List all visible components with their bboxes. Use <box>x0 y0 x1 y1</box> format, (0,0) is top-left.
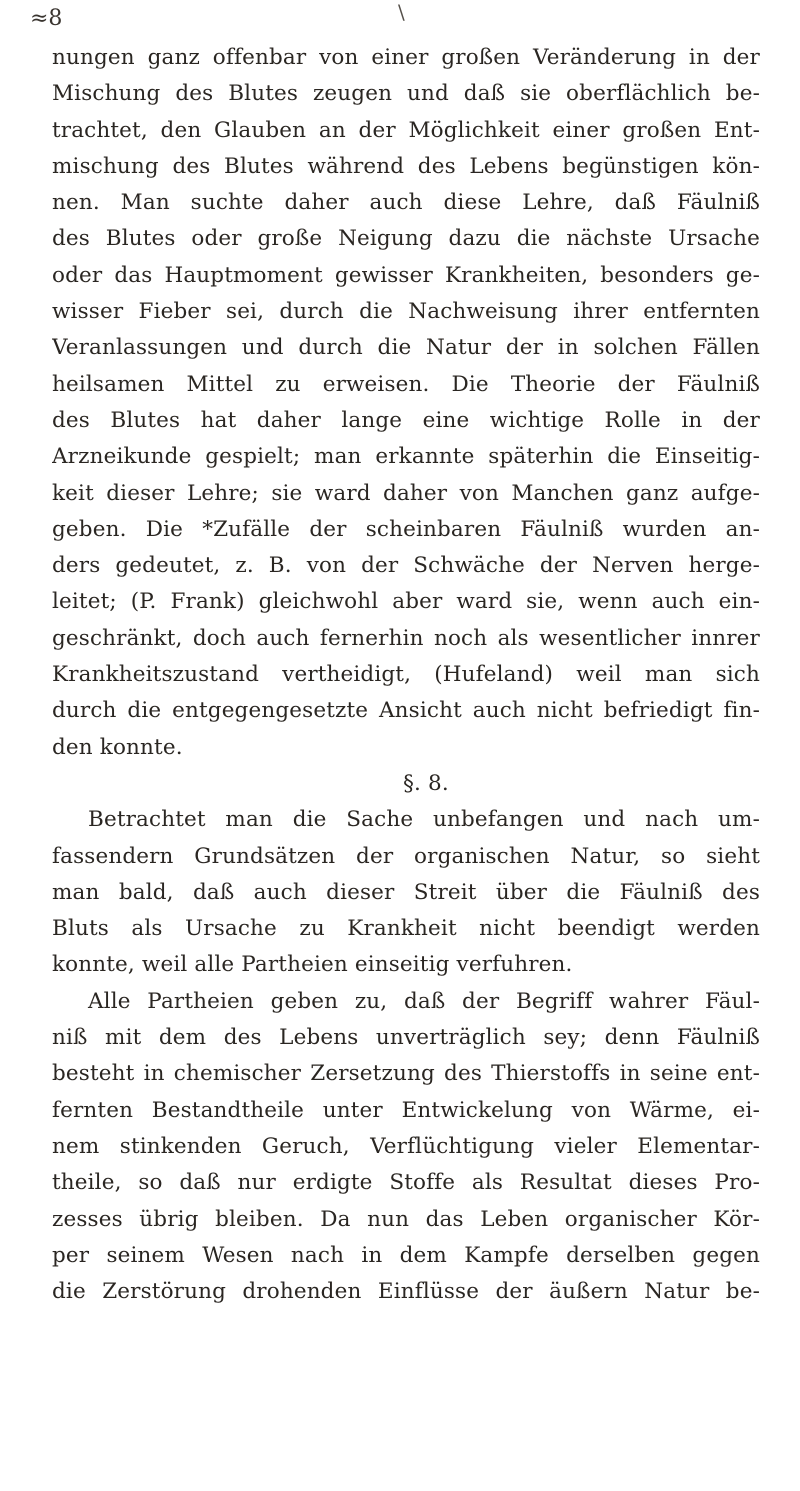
text-line: Krankheitszustand vertheidigt, (Hufeland) weil man sich <box>52 662 760 688</box>
text-line: heilsamen Mittel zu erweisen. Die Theorie der Fäulniß <box>52 371 760 397</box>
text-line: nungen ganz offenbar von einer großen Veränderung in der <box>52 45 760 70</box>
text-line: Betrachtet man die Sache unbefangen und nach um- <box>88 807 760 833</box>
text-line: man bald, daß auch dieser Streit über die Fäulniß des <box>52 879 760 905</box>
text-line: per seinem Wesen nach in dem Kampfe derselben gegen <box>52 1242 760 1268</box>
text-line: nen. Man suchte daher auch diese Lehre, daß Fäulniß <box>52 190 760 216</box>
text-line: Bluts als Ursache zu Krankheit nicht beendigt werden <box>52 916 760 942</box>
page-number: ≈8 <box>30 6 63 31</box>
text-line: Alle Partheien geben zu, daß der Begriff wahrer Fäul- <box>88 988 760 1014</box>
text-line: besteht in chemischer Zersetzung des Thierstoffs in seine ent- <box>52 1061 760 1087</box>
text-line: niß mit dem des Lebens unverträglich sey; denn Fäulniß <box>52 1025 760 1051</box>
text-line: Arzneikunde gespielt; man erkannte späterhin die Einseitig- <box>52 444 760 470</box>
text-line: Mischung des Blutes zeugen und daß sie oberflächlich be- <box>52 81 760 107</box>
text-line: konnte, weil alle Partheien einseitig verfuhren. <box>52 952 573 978</box>
text-line: durch die entgegengesetzte Ansicht auch nicht befriedigt fin- <box>52 698 760 724</box>
text-line: Veranlassungen und durch die Natur der in solchen Fällen <box>52 335 760 361</box>
text-line: keit dieser Lehre; sie ward daher von Manchen ganz aufge- <box>52 480 760 506</box>
text-line: des Blutes oder große Neigung dazu die nächste Ursache <box>52 226 760 252</box>
body-text <box>52 40 760 1310</box>
top-mark: \ <box>398 0 405 24</box>
text-line: oder das Hauptmoment gewisser Krankheiten, besonders ge- <box>52 262 760 288</box>
text-line: fernten Bestandtheile unter Entwickelung von Wärme, ei- <box>52 1097 760 1123</box>
text-line: fassendern Grundsätzen der organischen Natur, so sieht <box>52 843 760 869</box>
text-line: nem stinkenden Geruch, Verflüchtigung vieler Elementar- <box>52 1133 760 1159</box>
text-line: die Zerstörung drohenden Einflüsse der äußern Natur be- <box>52 1279 760 1305</box>
paragraph-2 <box>52 802 760 983</box>
text-line: theile, so daß nur erdigte Stoffe als Resultat dieses Pro- <box>52 1170 760 1196</box>
text-line: ders gedeutet, z. B. von der Schwäche der Nerven herge- <box>52 553 760 579</box>
text-line: mischung des Blutes während des Lebens begünstigen kön- <box>52 153 760 179</box>
text-line: geschränkt, doch auch fernerhin noch als wesentlicher innrer <box>52 625 760 651</box>
section-heading: §. 8. <box>403 770 449 796</box>
text-line: geben. Die *Zufälle der scheinbaren Fäulniß wurden an- <box>52 516 760 542</box>
text-line: wisser Fieber sei, durch die Nachweisung ihrer entfernten <box>52 299 760 325</box>
text-line: zesses übrig bleiben. Da nun das Leben organischer Kör- <box>52 1206 760 1232</box>
paragraph-1 <box>52 40 760 766</box>
text-line: den konnte. <box>52 734 183 760</box>
text-line: trachtet, den Glauben an der Möglichkeit einer großen Ent- <box>52 117 760 143</box>
text-line: leitet; (P. Frank) gleichwohl aber ward sie, wenn auch ein- <box>52 589 760 615</box>
paragraph-3 <box>52 984 760 1311</box>
text-line: des Blutes hat daher lange eine wichtige Rolle in der <box>52 407 760 433</box>
